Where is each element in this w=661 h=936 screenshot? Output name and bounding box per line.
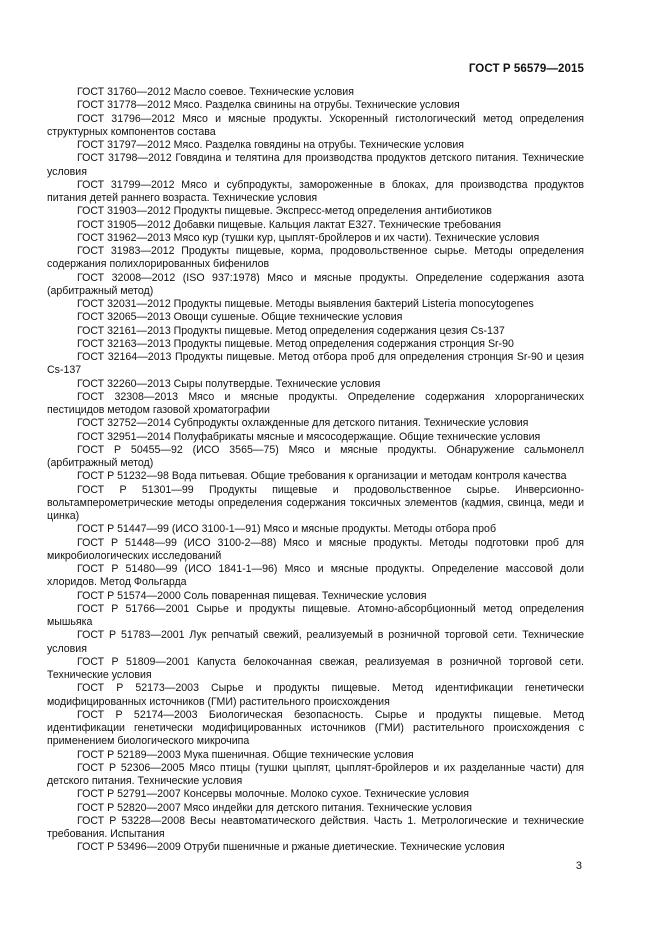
reference-entry: ГОСТ Р 52791—2007 Консервы молочные. Молоко сухое. Технические условия xyxy=(77,788,469,801)
reference-entry: ГОСТ 31903—2012 Продукты пищевые. Экспресс-метод определения антибиотиков xyxy=(77,205,492,218)
reference-entry: ГОСТ Р 51480—99 (ИСО 1841-1—96) Мясо и мясные продукты. Определение массовой доли хлоридов. Метод Фольгарда xyxy=(47,563,584,589)
reference-entry: ГОСТ 32161—2013 Продукты пищевые. Метод определения содержания цезия Cs-137 xyxy=(77,324,505,337)
page-number: 3 xyxy=(575,860,582,872)
reference-entry: ГОСТ 31760—2012 Масло соевое. Технические условия xyxy=(77,86,354,98)
reference-entry: ГОСТ Р 51301—99 Продукты пищевые и продовольственное сырье. Инверсионно-вольтамперометрические методы определения содержания токсичных элементов (кадмия, свинца, меди и цинка) xyxy=(47,483,584,522)
reference-entry: ГОСТ 32163—2013 Продукты пищевые. Метод определения содержания стронция Sr-90 xyxy=(77,337,514,350)
standard-header: ГОСТ Р 56579—2015 xyxy=(468,63,584,75)
reference-entry: ГОСТ 31905—2012 Добавки пищевые. Кальция лактат Е327. Технические требования xyxy=(77,218,501,231)
reference-entry: ГОСТ Р 51766—2001 Сырье и продукты пищевые. Атомно-абсорбционный метод определения мышьяка xyxy=(47,602,584,628)
reference-entry: ГОСТ Р 51232—98 Вода питьевая. Общие требования к организации и методам контроля качества xyxy=(77,470,567,483)
reference-entry: ГОСТ 31799—2012 Мясо и субпродукты, замороженные в блоках, для производства продуктов питания детей раннего возраста. Технические условия xyxy=(47,178,584,204)
reference-entry: ГОСТ 31797—2012 Мясо. Разделка говядины на отрубы. Технические условия xyxy=(77,139,465,151)
reference-entry: ГОСТ Р 50455—92 (ИСО 3565—75) Мясо и мясные продукты. Обнаружение сальмонелл (арбитражный метод) xyxy=(47,443,584,469)
reference-entry: ГОСТ Р 52173—2003 Сырье и продукты пищевые. Метод идентификации генетически модифицированных источников (ГМИ) растительного происхождения xyxy=(47,682,584,708)
reference-entry: ГОСТ 32308—2013 Мясо и мясные продукты. Определение содержания хлорорганических пестицидов методом газовой хроматографии xyxy=(47,390,584,416)
reference-entry: ГОСТ Р 52174—2003 Биологическая безопасность. Сырье и продукты пищевые. Метод идентификации генетически модифицированных источников (ГМИ) растительного происхождения с применением биологического микрочипа xyxy=(47,708,584,748)
reference-entry: ГОСТ Р 51448—99 (ИСО 3100-2—88) Мясо и мясные продукты. Методы подготовки проб для микробиологических исследований xyxy=(47,536,584,562)
reference-entry: ГОСТ Р 53228—2008 Весы неавтоматического действия. Часть 1. Метрологические и технические требования. Испытания xyxy=(47,814,584,840)
normative-references-list xyxy=(47,86,584,855)
reference-entry: ГОСТ 31962—2013 Мясо кур (тушки кур, цыплят-бройлеров и их части). Технические условия xyxy=(77,231,540,244)
reference-entry: ГОСТ 32752—2014 Субпродукты охлажденные для детского питания. Технические условия xyxy=(77,417,529,430)
reference-entry: ГОСТ Р 51783—2001 Лук репчатый свежий, реализуемый в розничной торговой сети. Технические условия xyxy=(47,629,584,655)
reference-entry: ГОСТ Р 51574—2000 Соль поваренная пищевая. Технические условия xyxy=(77,589,427,602)
reference-entry: ГОСТ Р 51809—2001 Капуста белокочанная свежая, реализуемая в розничной торговой сети. Технические условия xyxy=(47,655,584,681)
reference-entry: ГОСТ 32260—2013 Сыры полутвердые. Технические условия xyxy=(77,377,381,390)
reference-entry: ГОСТ 31778—2012 Мясо. Разделка свинины на отрубы. Технические условия xyxy=(77,99,460,112)
reference-entry: ГОСТ 32065—2013 Овощи сушеные. Общие технические условия xyxy=(77,311,403,324)
reference-entry: ГОСТ 32008—2012 (ISO 937:1978) Мясо и мясные продукты. Определение содержания азота (арбитражный метод) xyxy=(47,271,584,297)
reference-entry: ГОСТ Р 52306—2005 Мясо птицы (тушки цыплят, цыплят-бройлеров и их разделанные части) для детского питания. Технические условия xyxy=(47,761,584,787)
reference-entry: ГОСТ 32164—2013 Продукты пищевые. Метод отбора проб для определения стронция Sr-90 и цезия Cs-137 xyxy=(47,351,584,377)
reference-entry: ГОСТ 32951—2014 Полуфабрикаты мясные и мясосодержащие. Общие технические условия xyxy=(77,430,541,443)
reference-entry: ГОСТ Р 53496—2009 Отруби пшеничные и ржаные диетические. Технические условия xyxy=(77,841,505,854)
reference-entry: ГОСТ Р 52189—2003 Мука пшеничная. Общие технические условия xyxy=(77,748,414,761)
reference-entry: ГОСТ 32031—2012 Продукты пищевые. Методы выявления бактерий Listeria monocytogenes xyxy=(77,298,534,310)
reference-entry: ГОСТ 31798—2012 Говядина и телятина для производства продуктов детского питания. Технические условия xyxy=(47,152,584,178)
reference-entry: ГОСТ Р 51447—99 (ИСО 3100-1—91) Мясо и мясные продукты. Методы отбора проб xyxy=(77,523,497,536)
reference-entry: ГОСТ Р 52820—2007 Мясо индейки для детского питания. Технические условия xyxy=(77,801,472,814)
reference-entry: ГОСТ 31983—2012 Продукты пищевые, корма, продовольственное сырье. Методы определения содержания полихлорированных бифенилов xyxy=(47,245,584,271)
reference-entry: ГОСТ 31796—2012 Мясо и мясные продукты. Ускоренный гистологический метод определения структурных компонентов состава xyxy=(47,112,584,138)
